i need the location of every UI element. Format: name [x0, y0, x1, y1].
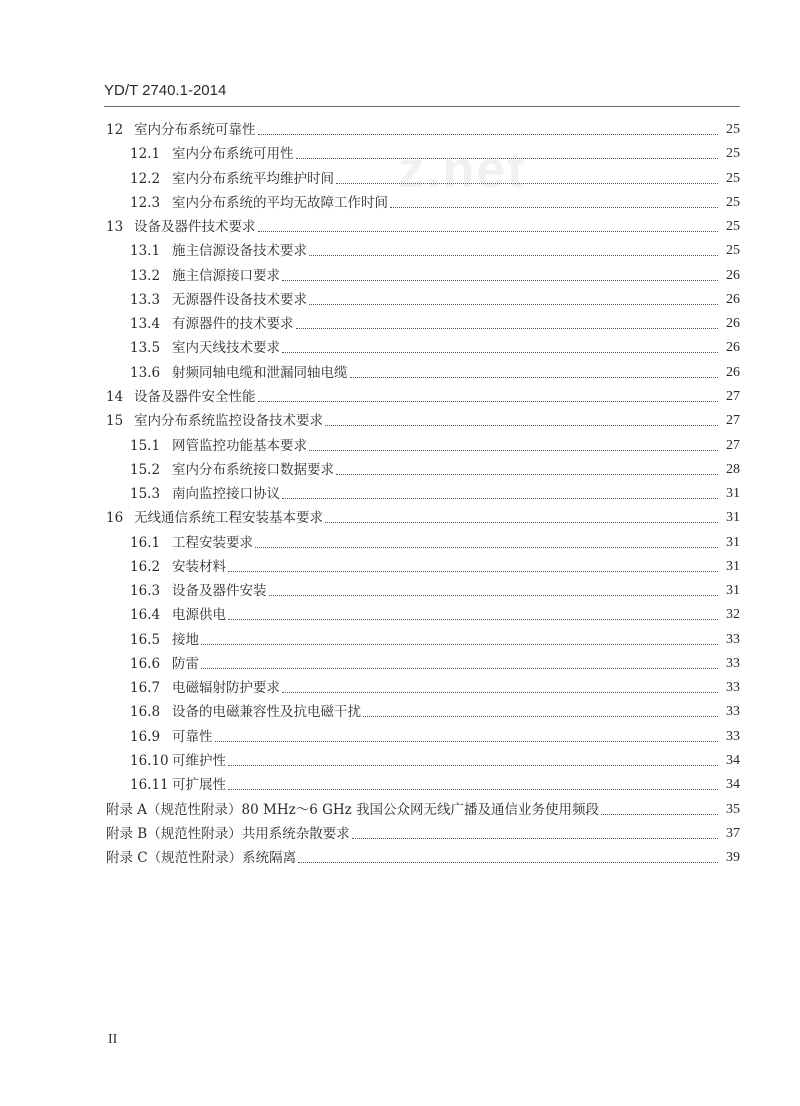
toc-entry[interactable] — [106, 506, 740, 530]
toc-entry-number: 12.3 — [130, 194, 161, 211]
toc-entry-title: 防雷 — [172, 655, 199, 672]
toc-entry-number: 16 — [106, 510, 124, 527]
toc-entry[interactable] — [130, 336, 740, 360]
toc-entry-number: 16.8 — [130, 704, 161, 721]
toc-entry[interactable] — [130, 482, 740, 506]
dot-leader — [309, 449, 718, 451]
toc-entry-number: 12 — [106, 122, 124, 138]
toc-entry-number: 13 — [106, 219, 124, 236]
toc-entry-page: 33 — [726, 704, 740, 720]
toc-entry-number: 13.3 — [130, 291, 161, 308]
toc-entry-number: 13.5 — [130, 340, 161, 357]
toc-entry-page: 31 — [726, 558, 740, 574]
toc-entry[interactable] — [130, 749, 740, 773]
toc-entry-page: 33 — [726, 680, 740, 696]
dot-leader — [269, 594, 719, 596]
toc-entry-title: 室内天线技术要求 — [172, 340, 280, 357]
dot-leader — [325, 521, 718, 523]
toc-entry[interactable] — [106, 118, 740, 142]
toc-entry-number: 16.10 — [130, 753, 169, 770]
toc-entry-page: 35 — [726, 801, 740, 817]
toc-entry-title: 安装材料 — [172, 558, 226, 575]
toc-entry-title: 电磁辐射防护要求 — [172, 680, 280, 697]
dot-leader — [201, 643, 718, 645]
toc-entry-page: 33 — [726, 728, 740, 744]
toc-entry[interactable] — [130, 579, 740, 603]
toc-entry-title: 附录 B（规范性附录）共用系统杂散要求 — [106, 825, 350, 842]
toc-entry-page: 33 — [726, 655, 740, 671]
toc-entry[interactable] — [130, 142, 740, 166]
toc-entry-page: 27 — [726, 413, 740, 429]
toc-entry-page: 26 — [726, 340, 740, 356]
toc-entry[interactable] — [106, 215, 740, 239]
toc-entry-page: 27 — [726, 388, 740, 404]
toc-entry-page: 31 — [726, 510, 740, 526]
toc-entry-number: 16.3 — [130, 583, 161, 600]
toc-entry-number: 16.9 — [130, 728, 161, 745]
toc-entry-page: 31 — [726, 534, 740, 550]
toc-entry-title: 施主信源设备技术要求 — [172, 243, 307, 260]
toc-entry[interactable] — [106, 409, 740, 433]
toc-entry-title: 可维护性 — [172, 753, 226, 770]
toc-entry-number: 16.5 — [130, 631, 161, 648]
toc-entry[interactable] — [130, 312, 740, 336]
page-number: II — [108, 1032, 118, 1047]
toc-entry[interactable] — [130, 531, 740, 555]
toc-entry[interactable] — [130, 628, 740, 652]
toc-entry[interactable] — [106, 385, 740, 409]
toc-entry-page: 26 — [726, 316, 740, 332]
dot-leader — [309, 303, 718, 305]
toc-entry-title: 室内分布系统可靠性 — [134, 122, 256, 138]
toc-entry[interactable] — [130, 676, 740, 700]
toc-entry-page: 26 — [726, 291, 740, 307]
toc-entry-title: 无源器件设备技术要求 — [172, 291, 307, 308]
dot-leader — [228, 788, 718, 790]
toc-entry-number: 16.6 — [130, 655, 161, 672]
toc-entry-number: 14 — [106, 388, 124, 405]
dot-leader — [363, 715, 718, 717]
dot-leader — [255, 546, 718, 548]
toc-entry[interactable] — [130, 773, 740, 797]
dot-leader — [336, 473, 718, 475]
toc-entry-number: 15.3 — [130, 486, 161, 503]
toc-entry-title: 可靠性 — [172, 728, 213, 745]
toc-entry-title: 附录 A（规范性附录）80 MHz～6 GHz 我国公众网无线广播及通信业务使用频段 — [106, 801, 600, 818]
header-rule — [104, 106, 740, 107]
dot-leader — [350, 376, 719, 378]
document-code: YD/T 2740.1-2014 — [104, 82, 227, 99]
toc-entry-number: 15.1 — [130, 437, 161, 454]
toc-entry[interactable] — [130, 167, 740, 191]
dot-leader — [282, 351, 718, 353]
dot-leader — [228, 618, 718, 620]
dot-leader — [325, 424, 718, 426]
toc-entry-page: 32 — [726, 607, 740, 623]
toc-entry-page: 25 — [726, 194, 740, 210]
toc-entry-page: 25 — [726, 170, 740, 186]
toc-entry-number: 13.4 — [130, 316, 161, 333]
toc-entry[interactable] — [130, 603, 740, 627]
toc-entry-title: 电源供电 — [172, 607, 226, 624]
toc-entry-title: 可扩展性 — [172, 777, 226, 794]
dot-leader — [296, 327, 719, 329]
toc-entry-page: 37 — [726, 825, 740, 841]
toc-entry[interactable] — [130, 458, 740, 482]
toc-entry-number: 13.6 — [130, 364, 161, 381]
toc-entry-page: 27 — [726, 437, 740, 453]
toc-entry-number: 12.2 — [130, 170, 161, 187]
toc-entry[interactable] — [130, 555, 740, 579]
toc-entry-number: 12.1 — [130, 146, 161, 163]
toc-entry-number: 16.4 — [130, 607, 161, 624]
toc-entry-title: 设备及器件安装 — [172, 583, 267, 600]
dot-leader — [296, 157, 719, 159]
toc-entry-number: 13.2 — [130, 267, 161, 284]
toc-entry-page: 34 — [726, 777, 740, 793]
toc-entry-page: 26 — [726, 267, 740, 283]
dot-leader — [352, 837, 718, 839]
toc-entry-number: 15.2 — [130, 461, 161, 478]
toc-entry[interactable] — [130, 725, 740, 749]
toc-entry-title: 接地 — [172, 631, 199, 648]
toc-entry-title: 施主信源接口要求 — [172, 267, 280, 284]
dot-leader — [309, 254, 718, 256]
toc-entry-number: 15 — [106, 413, 124, 430]
dot-leader — [258, 400, 719, 402]
toc-entry[interactable] — [106, 846, 740, 870]
toc-entry[interactable] — [130, 361, 740, 385]
toc-entry-page: 31 — [726, 486, 740, 502]
toc-entry-number: 16.7 — [130, 680, 161, 697]
toc-entry-title: 室内分布系统监控设备技术要求 — [134, 413, 323, 430]
toc-entry-page: 25 — [726, 122, 740, 137]
toc-entry-title: 南向监控接口协议 — [172, 486, 280, 503]
toc-entry[interactable] — [130, 239, 740, 263]
toc-entry-number: 16.11 — [130, 777, 169, 794]
watermark: z.net — [398, 141, 527, 199]
toc-entry-title: 射频同轴电缆和泄漏同轴电缆 — [172, 364, 348, 381]
toc-entry-title: 室内分布系统可用性 — [172, 146, 294, 163]
toc-entry-page: 28 — [726, 461, 740, 477]
toc-entry-number: 16.1 — [130, 534, 161, 551]
dot-leader — [201, 667, 718, 669]
toc-entry[interactable] — [130, 434, 740, 458]
toc-entry-page: 25 — [726, 243, 740, 259]
toc-entry-title: 室内分布系统的平均无故障工作时间 — [172, 194, 388, 211]
dot-leader — [282, 279, 718, 281]
toc-entry-title: 有源器件的技术要求 — [172, 316, 294, 333]
toc-entry-page: 33 — [726, 631, 740, 647]
toc-entry-page: 34 — [726, 753, 740, 769]
toc-entry[interactable] — [106, 822, 740, 846]
dot-leader — [228, 570, 718, 572]
dot-leader — [282, 497, 718, 499]
dot-leader — [258, 230, 719, 232]
dot-leader — [282, 691, 718, 693]
toc-entry-title: 设备及器件技术要求 — [134, 219, 256, 236]
toc-entry-number: 16.2 — [130, 558, 161, 575]
toc-entry-page: 31 — [726, 583, 740, 599]
toc-entry[interactable] — [130, 288, 740, 312]
dot-leader — [336, 182, 718, 184]
toc-entry-title: 设备的电磁兼容性及抗电磁干扰 — [172, 704, 361, 721]
dot-leader — [298, 861, 718, 863]
toc-entry-title: 附录 C（规范性附录）系统隔离 — [106, 850, 297, 867]
dot-leader — [601, 813, 718, 815]
dot-leader — [228, 764, 718, 766]
toc-entry-page: 25 — [726, 219, 740, 235]
dot-leader — [258, 133, 719, 135]
toc-entry[interactable] — [130, 191, 740, 215]
toc-entry-title: 工程安装要求 — [172, 534, 253, 551]
toc-entry-title: 网管监控功能基本要求 — [172, 437, 307, 454]
toc-entry-title: 设备及器件安全性能 — [134, 388, 256, 405]
toc-entry-page: 39 — [726, 850, 740, 866]
toc-entry-number: 13.1 — [130, 243, 161, 260]
toc-entry-title: 无线通信系统工程安装基本要求 — [134, 510, 323, 527]
toc-entry-page: 26 — [726, 364, 740, 380]
toc-entry-page: 25 — [726, 146, 740, 162]
toc-entry[interactable] — [106, 798, 740, 822]
toc-entry[interactable] — [130, 652, 740, 676]
toc-entry[interactable] — [130, 700, 740, 724]
dot-leader — [215, 740, 719, 742]
toc-entry-title: 室内分布系统接口数据要求 — [172, 461, 334, 478]
dot-leader — [390, 206, 718, 208]
toc-entry-title: 室内分布系统平均维护时间 — [172, 170, 334, 187]
toc-entry[interactable] — [130, 264, 740, 288]
